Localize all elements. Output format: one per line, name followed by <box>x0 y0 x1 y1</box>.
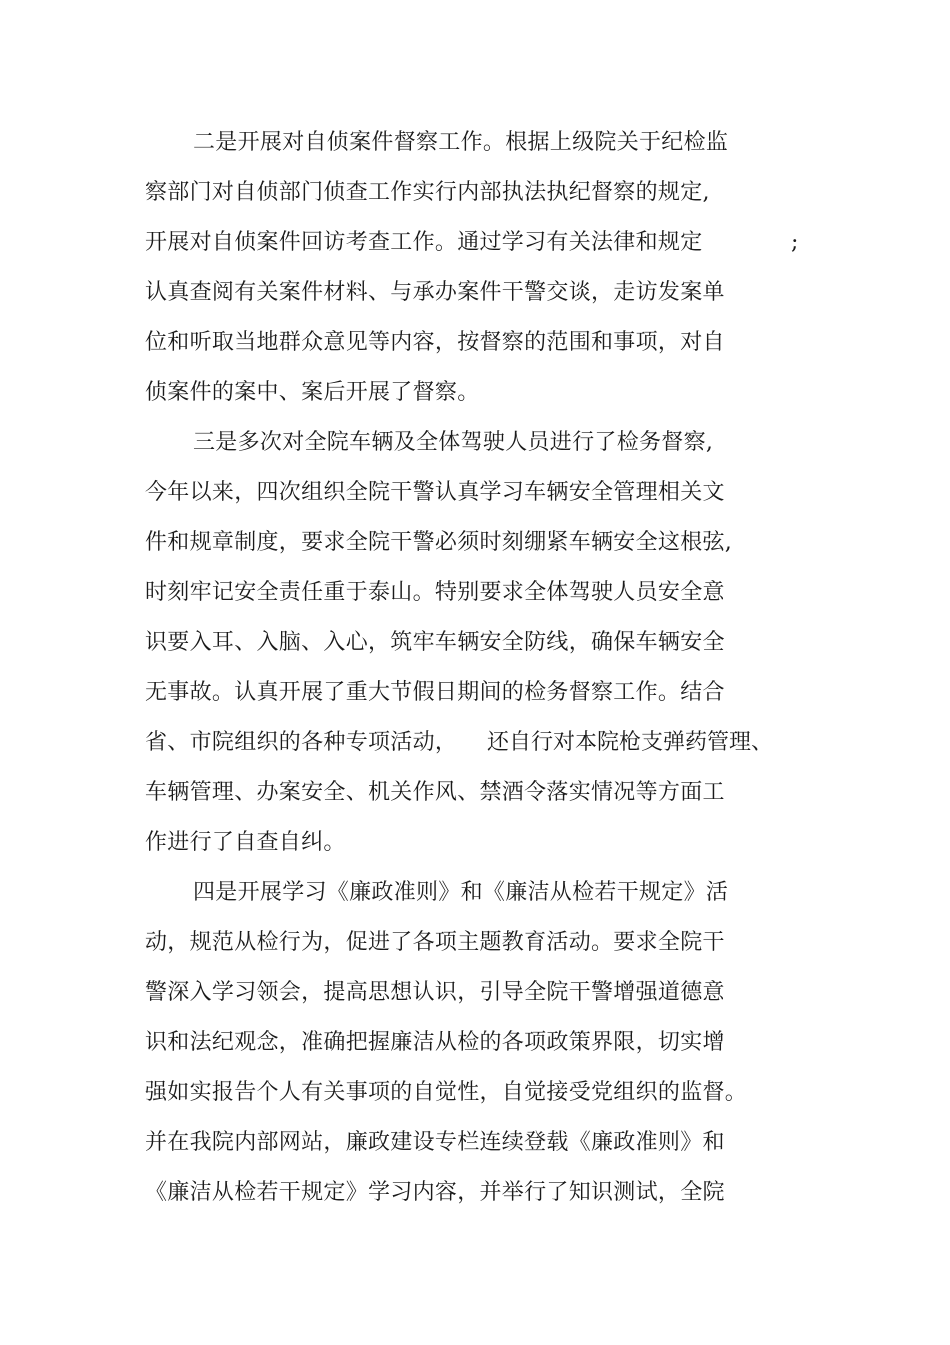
paragraph-line: 识要入耳、入脑、入心，筑牢车辆安全防线，确保车辆安全 <box>145 630 725 655</box>
paragraph-line: 侦案件的案中、案后开展了督察。 <box>145 380 480 405</box>
paragraph-line: 无事故。认真开展了重大节假日期间的检务督察工作。结合 <box>145 680 725 705</box>
paragraph-line: 动，规范从检行为，促进了各项主题教育活动。要求全院干 <box>145 930 725 955</box>
paragraph-line: 二是开展对自侦案件督察工作。根据上级院关于纪检监 <box>193 130 729 155</box>
paragraph-line: 三是多次对全院车辆及全体驾驶人员进行了检务督察, <box>193 430 714 455</box>
paragraph-line: 认真查阅有关案件材料、与承办案件干警交谈，走访发案单 <box>145 280 725 305</box>
paragraph-line: 四是开展学习《廉政准则》和《廉洁从检若干规定》活 <box>193 880 729 905</box>
paragraph-line: 《廉洁从检若干规定》学习内容，并举行了知识测试，全院 <box>145 1180 725 1205</box>
paragraph-line: 并在我院内部网站，廉政建设专栏连续登载《廉政准则》和 <box>145 1130 725 1155</box>
paragraph-line: 省、市院组织的各种专项活动， <box>145 730 458 755</box>
paragraph-line: 件和规章制度，要求全院干警必须时刻绷紧车辆安全这根弦, <box>145 530 733 555</box>
stray-semicolon: ; <box>791 230 799 255</box>
paragraph-line: 警深入学习领会，提高思想认识，引导全院干警增强道德意 <box>145 980 725 1005</box>
paragraph-line: 位和听取当地群众意见等内容，按督察的范围和事项，对自 <box>145 330 725 355</box>
paragraph-line: 车辆管理、办案安全、机关作风、禁酒令落实情况等方面工 <box>145 780 725 805</box>
paragraph-line: 今年以来，四次组织全院干警认真学习车辆安全管理相关文 <box>145 480 725 505</box>
paragraph-line: 时刻牢记安全责任重于泰山。特别要求全体驾驶人员安全意 <box>145 580 725 605</box>
paragraph-line: 察部门对自侦部门侦查工作实行内部执法执纪督察的规定, <box>145 180 710 205</box>
paragraph-line: 识和法纪观念，准确把握廉洁从检的各项政策界限，切实增 <box>145 1030 725 1055</box>
paragraph-line: 强如实报告个人有关事项的自觉性，自觉接受党组织的监督。 <box>145 1080 748 1105</box>
paragraph-line-continuation: 还自行对本院枪支弹药管理、 <box>487 730 774 755</box>
paragraph-line: 开展对自侦案件回访考查工作。通过学习有关法律和规定 <box>145 230 703 255</box>
paragraph-line: 作进行了自查自纠。 <box>145 830 346 855</box>
